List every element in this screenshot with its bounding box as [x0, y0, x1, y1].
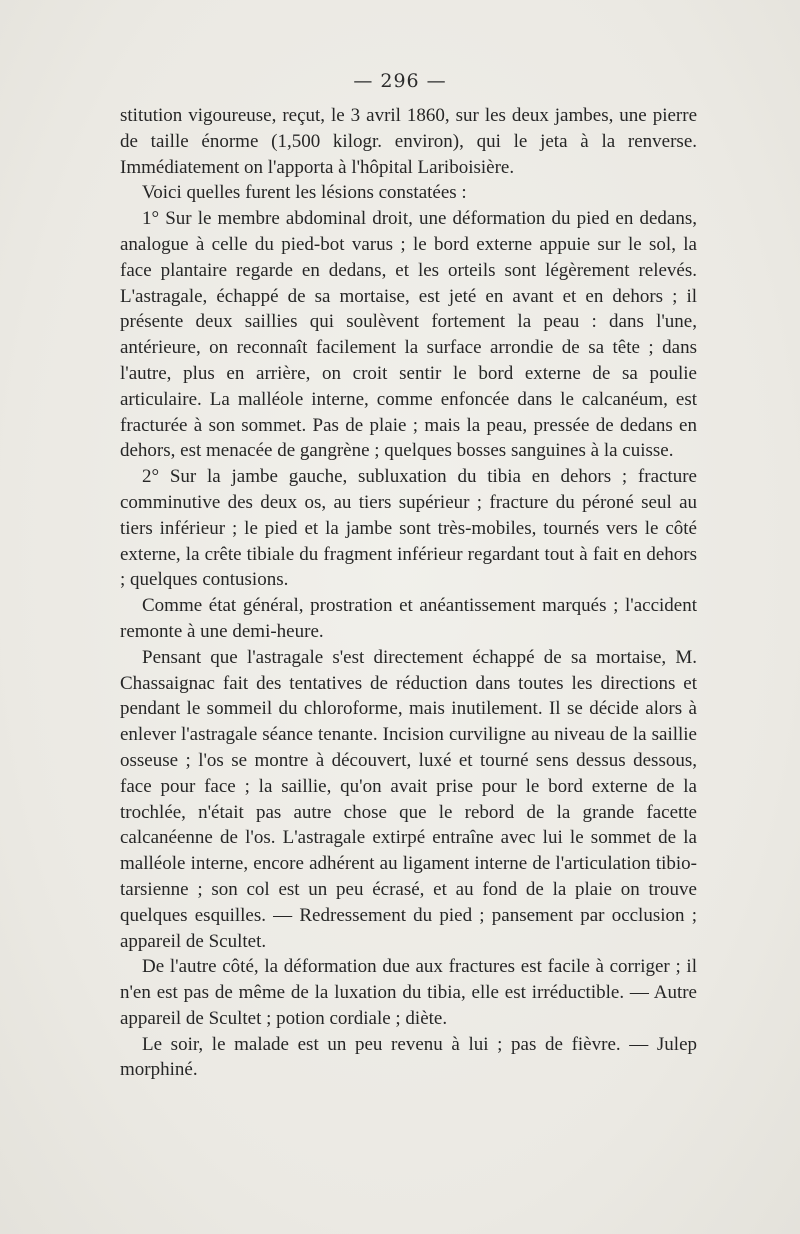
paragraph-general-state: Comme état général, prostration et anéantissement marqués ; l'accident remonte à une demi-heure.	[120, 595, 697, 642]
paragraph-continuation: stitution vigoureuse, reçut, le 3 avril 1860, sur les deux jambes, une pierre de taille énorme (1,500 kilogr. environ), qui le jeta à la renverse. Immédiatement on l'apporta à l'hôpital Lariboisière.	[120, 105, 697, 178]
paragraph-other-side: De l'autre côté, la déformation due aux fractures est facile à corriger ; il n'en est pas de même de la luxation du tibia, elle est irréductible. — Autre appareil de Scultet ; potion cordiale ; diète.	[120, 956, 697, 1029]
page-body	[120, 103, 697, 1083]
paragraph-operation: Pensant que l'astragale s'est directement échappé de sa mortaise, M. Chassaignac fait des tentatives de réduction dans toutes les directions et pendant le sommeil du chloroforme, mais inutilement. Il se décide alors à enlever l'astragale séance tenante. Incision curviligne au niveau de la saillie osseuse ; l'os se montre à découvert, luxé et tourné sens dessus dessous, face pour face ; la saillie, qu'on avait prise pour le bord externe de la trochlée, n'était pas autre chose que le rebord de la grande facette calcanéenne de l'os. L'astragale extirpé entraîne avec lui le sommet de la malléole interne, encore adhérent au ligament interne de l'articulation tibio-tarsienne ; son col est un peu écrasé, et au fond de la plaie on trouve quelques esquilles. — Redressement du pied ; pansement par occlusion ; appareil de Scultet.	[120, 646, 697, 952]
paragraph-lesions-intro: Voici quelles furent les lésions constatées :	[142, 182, 467, 204]
paragraph-right-limb: 1° Sur le membre abdominal droit, une déformation du pied en dedans, analogue à celle du pied-bot varus ; le bord externe appuie sur le sol, la face plantaire regarde en dedans, et les orteils sont légèrement relevés. L'astragale, échappé de sa mortaise, est jeté en avant et en dehors ; il présente deux saillies qui soulèvent fortement la peau : dans l'une, antérieure, on reconnaît facilement la surface arrondie de sa tête ; dans l'autre, plus en arrière, on croit sentir le bord externe de sa poulie articulaire. La malléole interne, comme enfoncée dans le calcanéum, est fracturée à son sommet. Pas de plaie ; mais la peau, pressée de dedans en dehors, est menacée de gangrène ; quelques bosses sanguines à la cuisse.	[120, 208, 697, 462]
page-number: — 296 —	[353, 70, 447, 92]
paragraph-evening: Le soir, le malade est un peu revenu à lui ; pas de fièvre. — Julep morphiné.	[120, 1033, 697, 1081]
paragraph-left-leg: 2° Sur la jambe gauche, subluxation du tibia en dehors ; fracture comminutive des deux os, au tiers supérieur ; fracture du péroné seul au tiers inférieur ; le pied et la jambe sont très-mobiles, tournés vers le côté externe, la crête tibiale du fragment inférieur regardant tout à fait en dehors ; quelques contusions.	[120, 466, 697, 591]
